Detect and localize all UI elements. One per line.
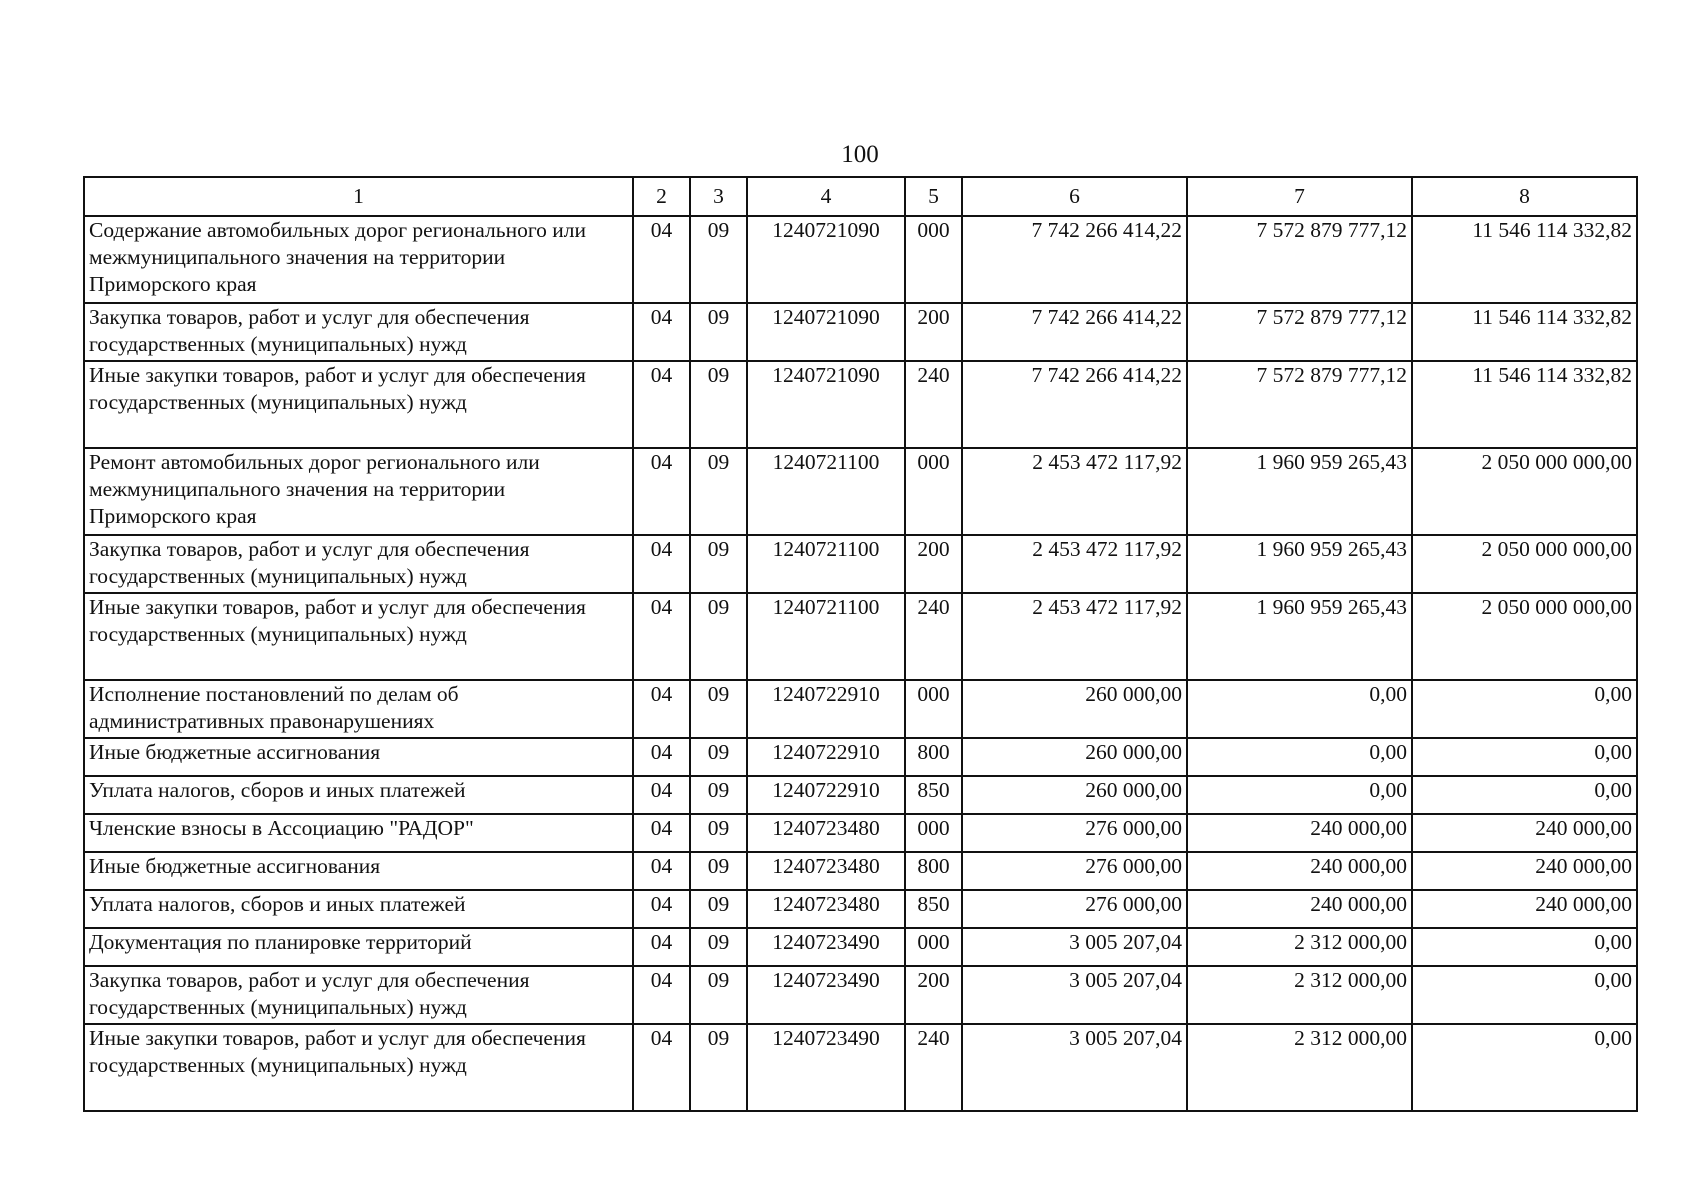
subsection-code: 09 [690,966,747,1024]
column-header: 6 [962,177,1187,216]
section-code: 04 [633,966,690,1024]
subsection-code: 09 [690,361,747,448]
amount-col-8: 0,00 [1412,776,1637,814]
amount-col-8: 11 546 114 332,82 [1412,303,1637,361]
amount-col-7: 1 960 959 265,43 [1187,448,1412,535]
row-name: Иные бюджетные ассигнования [84,738,633,776]
amount-col-7: 1 960 959 265,43 [1187,593,1412,680]
table-row [84,216,1637,303]
amount-col-7: 7 572 879 777,12 [1187,361,1412,448]
amount-col-8: 0,00 [1412,680,1637,738]
column-header: 5 [905,177,962,216]
expense-type-code: 240 [905,361,962,448]
expense-type-code: 240 [905,593,962,680]
section-code: 04 [633,738,690,776]
target-article-code: 1240721100 [747,593,905,680]
column-header: 2 [633,177,690,216]
row-name: Документация по планировке территорий [84,928,633,966]
target-article-code: 1240723490 [747,928,905,966]
expense-type-code: 200 [905,966,962,1024]
column-header: 3 [690,177,747,216]
page-number: 100 [841,141,879,168]
amount-col-7: 0,00 [1187,680,1412,738]
section-code: 04 [633,776,690,814]
expense-type-code: 800 [905,852,962,890]
row-name: Исполнение постановлений по делам об административных правонарушениях [84,680,633,738]
column-header: 8 [1412,177,1637,216]
section-code: 04 [633,852,690,890]
subsection-code: 09 [690,890,747,928]
expense-type-code: 200 [905,535,962,593]
table-row [84,814,1637,852]
row-name: Иные закупки товаров, работ и услуг для обеспечения государственных (муниципальных) нужд [84,361,633,448]
target-article-code: 1240723480 [747,852,905,890]
row-name: Закупка товаров, работ и услуг для обеспечения государственных (муниципальных) нужд [84,535,633,593]
subsection-code: 09 [690,680,747,738]
subsection-code: 09 [690,928,747,966]
table-row [84,776,1637,814]
amount-col-8: 2 050 000 000,00 [1412,448,1637,535]
subsection-code: 09 [690,593,747,680]
target-article-code: 1240721090 [747,361,905,448]
amount-col-6: 3 005 207,04 [962,1024,1187,1111]
amount-col-7: 2 312 000,00 [1187,966,1412,1024]
amount-col-6: 3 005 207,04 [962,928,1187,966]
amount-col-6: 7 742 266 414,22 [962,303,1187,361]
section-code: 04 [633,890,690,928]
budget-table [83,176,1638,1112]
section-code: 04 [633,535,690,593]
table-row [84,890,1637,928]
row-name: Закупка товаров, работ и услуг для обеспечения государственных (муниципальных) нужд [84,303,633,361]
section-code: 04 [633,303,690,361]
amount-col-7: 240 000,00 [1187,852,1412,890]
expense-type-code: 240 [905,1024,962,1111]
target-article-code: 1240721100 [747,448,905,535]
table-row [84,738,1637,776]
row-name: Иные закупки товаров, работ и услуг для обеспечения государственных (муниципальных) нужд [84,593,633,680]
expense-type-code: 200 [905,303,962,361]
table-row [84,928,1637,966]
row-name: Членские взносы в Ассоциацию "РАДОР" [84,814,633,852]
amount-col-8: 240 000,00 [1412,852,1637,890]
subsection-code: 09 [690,852,747,890]
amount-col-7: 2 312 000,00 [1187,928,1412,966]
section-code: 04 [633,928,690,966]
amount-col-8: 240 000,00 [1412,814,1637,852]
expense-type-code: 000 [905,928,962,966]
amount-col-6: 276 000,00 [962,890,1187,928]
row-name: Иные бюджетные ассигнования [84,852,633,890]
target-article-code: 1240723480 [747,890,905,928]
row-name: Закупка товаров, работ и услуг для обеспечения государственных (муниципальных) нужд [84,966,633,1024]
subsection-code: 09 [690,535,747,593]
target-article-code: 1240722910 [747,738,905,776]
section-code: 04 [633,1024,690,1111]
amount-col-6: 7 742 266 414,22 [962,361,1187,448]
expense-type-code: 850 [905,890,962,928]
amount-col-8: 2 050 000 000,00 [1412,535,1637,593]
section-code: 04 [633,814,690,852]
row-name: Ремонт автомобильных дорог регионального или межмуниципального значения на территории Приморского края [84,448,633,535]
amount-col-6: 2 453 472 117,92 [962,448,1187,535]
row-name: Уплата налогов, сборов и иных платежей [84,890,633,928]
expense-type-code: 000 [905,448,962,535]
table-row [84,448,1637,535]
section-code: 04 [633,361,690,448]
target-article-code: 1240721100 [747,535,905,593]
amount-col-8: 11 546 114 332,82 [1412,216,1637,303]
amount-col-8: 0,00 [1412,966,1637,1024]
section-code: 04 [633,448,690,535]
row-name: Уплата налогов, сборов и иных платежей [84,776,633,814]
table-row [84,593,1637,680]
table-row [84,852,1637,890]
expense-type-code: 000 [905,216,962,303]
section-code: 04 [633,216,690,303]
amount-col-7: 2 312 000,00 [1187,1024,1412,1111]
target-article-code: 1240722910 [747,776,905,814]
amount-col-6: 7 742 266 414,22 [962,216,1187,303]
amount-col-8: 11 546 114 332,82 [1412,361,1637,448]
target-article-code: 1240721090 [747,303,905,361]
section-code: 04 [633,680,690,738]
amount-col-6: 276 000,00 [962,814,1187,852]
amount-col-6: 3 005 207,04 [962,966,1187,1024]
target-article-code: 1240723490 [747,1024,905,1111]
table-row [84,966,1637,1024]
subsection-code: 09 [690,448,747,535]
amount-col-7: 240 000,00 [1187,890,1412,928]
column-header: 1 [84,177,633,216]
table-row [84,535,1637,593]
amount-col-7: 1 960 959 265,43 [1187,535,1412,593]
amount-col-6: 260 000,00 [962,680,1187,738]
header-row [84,177,1637,216]
column-header: 4 [747,177,905,216]
target-article-code: 1240721090 [747,216,905,303]
target-article-code: 1240723480 [747,814,905,852]
expense-type-code: 800 [905,738,962,776]
subsection-code: 09 [690,216,747,303]
column-header: 7 [1187,177,1412,216]
row-name: Содержание автомобильных дорог регионального или межмуниципального значения на территории Приморского края [84,216,633,303]
amount-col-7: 0,00 [1187,738,1412,776]
table-row [84,303,1637,361]
row-name: Иные закупки товаров, работ и услуг для обеспечения государственных (муниципальных) нужд [84,1024,633,1111]
amount-col-8: 0,00 [1412,928,1637,966]
target-article-code: 1240723490 [747,966,905,1024]
amount-col-6: 2 453 472 117,92 [962,593,1187,680]
amount-col-6: 2 453 472 117,92 [962,535,1187,593]
amount-col-6: 276 000,00 [962,852,1187,890]
table-row [84,680,1637,738]
amount-col-7: 7 572 879 777,12 [1187,303,1412,361]
amount-col-8: 0,00 [1412,1024,1637,1111]
table-row [84,361,1637,448]
subsection-code: 09 [690,738,747,776]
subsection-code: 09 [690,1024,747,1111]
amount-col-8: 2 050 000 000,00 [1412,593,1637,680]
section-code: 04 [633,593,690,680]
table-row [84,1024,1637,1111]
subsection-code: 09 [690,776,747,814]
amount-col-7: 240 000,00 [1187,814,1412,852]
expense-type-code: 000 [905,814,962,852]
expense-type-code: 000 [905,680,962,738]
expense-type-code: 850 [905,776,962,814]
subsection-code: 09 [690,303,747,361]
amount-col-8: 240 000,00 [1412,890,1637,928]
amount-col-7: 0,00 [1187,776,1412,814]
target-article-code: 1240722910 [747,680,905,738]
subsection-code: 09 [690,814,747,852]
amount-col-8: 0,00 [1412,738,1637,776]
amount-col-6: 260 000,00 [962,738,1187,776]
amount-col-7: 7 572 879 777,12 [1187,216,1412,303]
amount-col-6: 260 000,00 [962,776,1187,814]
